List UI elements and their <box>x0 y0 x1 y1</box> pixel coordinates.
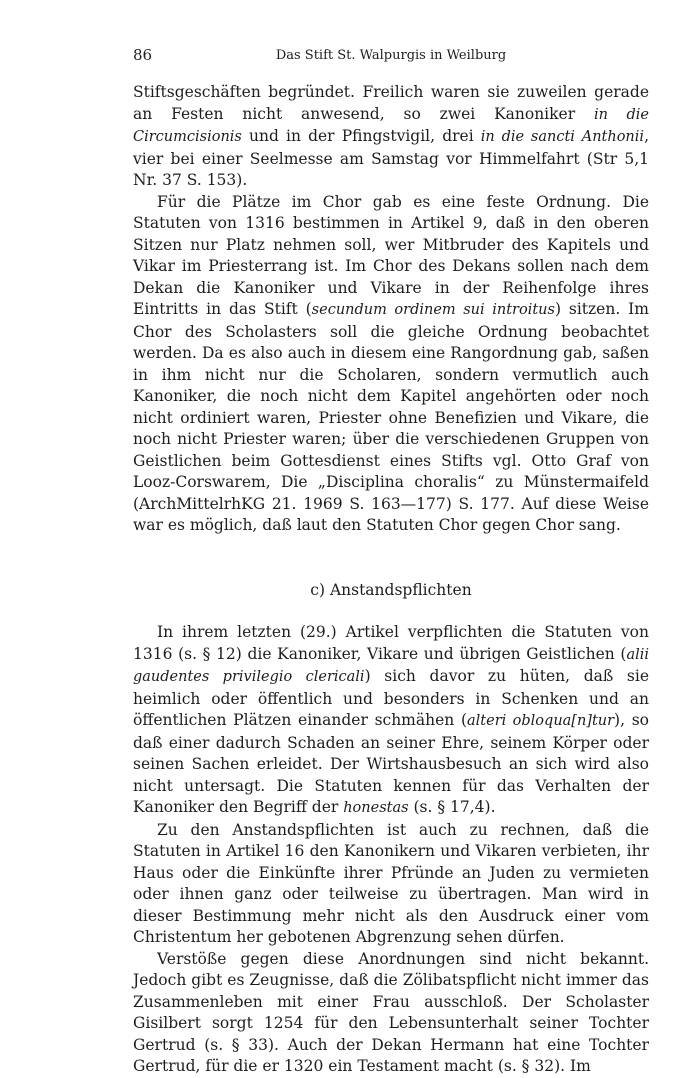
latin-phrase: secundum ordinem sui introitus <box>311 302 555 318</box>
text-run: (s. § 17,4). <box>408 798 496 816</box>
text-run: ) sich davor zu hüten, daß sie heimlich oder öffentlich und besonders in Schenken und an öffentlichen Plätzen einander schmähen ( <box>133 667 650 729</box>
paragraph-2 <box>133 192 649 537</box>
text-run: Zu den Anstandspflichten ist auch zu rechnen, daß die Statuten in Artikel 16 den Kanonikern und Vikaren verbieten, ihr Haus oder die Einkünfte ihrer Pfründe an Juden zu vermieten oder ihnen ganz oder teilweise zu übertragen. Man wird in dieser Bestimmung mehr nicht als den Ausdruck einer vom Christentum her gebotenen Abgrenzung sehen dürfen. <box>133 820 649 946</box>
paragraph-3 <box>133 622 649 820</box>
text-run: ) sitzen. Im Chor des Scholasters soll die gleiche Ordnung beobachtet werden. Da es also auch in diesem eine Rangordnung gab, saßen in ihm nicht nur die Scholaren, sondern vermutlich auch Kanoniker, die noch nicht dem Kapitel angehörten oder noch nicht ordiniert waren, Priester ohne Benefizien und Vikare, die noch nicht Priester waren; über die verschiedenen Gruppen von Geistlichen beim Gottesdienst eines Stifts vgl. Otto Graf von Looz-Corswarem, Die „Disciplina choralis“ zu Münstermaifeld (ArchMittelrhKG 21. 1969 S. 163—177) S. 177. Auf diese Weise war es möglich, daß laut den Statuten Chor gegen Chor sang. <box>133 300 649 534</box>
section-heading: c) Anstandspflichten <box>310 580 472 599</box>
text-run: und in der Pfingstvigil, drei <box>241 127 481 145</box>
body-text <box>133 82 649 1078</box>
latin-phrase: honestas <box>343 800 409 816</box>
paragraph-5 <box>133 949 649 1078</box>
text-run: In ihrem letzten (29.) Artikel verpflichten die Statuten von 1316 (s. § 12) die Kanoniker, Vikare und übrigen Geistlichen ( <box>133 623 649 663</box>
text-run: ), so daß einer dadurch Schaden an seiner Ehre, seinem Körper oder seinen Sachen erleidet. Der Wirtshausbesuch an sich wird also nicht untersagt. Die Statuten kennen für das Verhalten der Kanoniker den Begriff der <box>133 711 650 816</box>
latin-phrase: in die sancti Anthonii <box>480 129 645 145</box>
text-run: Für die Plätze im Chor gab es eine feste Ordnung. Die Statuten von 1316 bestimmen in Artikel 9, daß in den oberen Sitzen nur Platz nehmen soll, wer Mitbruder des Kapitels und Vikar im Priesterrang ist. Im Chor des Dekans sollen nach dem Dekan die Kanoniker und Vikare in der Reihenfolge ihres Eintritts in das Stift ( <box>133 192 649 318</box>
text-run: Verstöße gegen diese Anordnungen sind nicht bekannt. Jedoch gibt es Zeugnisse, daß die Zölibatspflicht nicht immer das Zusammenleben mit einer Frau ausschloß. Der Scholaster Gisilbert sorgt 1254 für den Lebensunterhalt seiner Tochter Gertrud (s. § 33). Auch der Dekan Hermann hat eine Tochter Gertrud, für die er 1320 ein Testament macht (s. § 32). Im <box>133 949 649 1075</box>
page-number: 86 <box>133 46 153 64</box>
page-header <box>133 46 649 70</box>
latin-phrase: in die Circumcisionis <box>133 106 649 145</box>
latin-phrase: alteri obloqua[n]tur <box>467 713 615 729</box>
text-run: , vier bei einer Seelmesse am Samstag vor Himmelfahrt (Str 5,1 Nr. 37 S. 153). <box>133 127 649 189</box>
latin-phrase: alii gaudentes privilegio clericali <box>133 646 649 685</box>
running-head: Das Stift St. Walpurgis in Weilburg <box>275 48 507 63</box>
text-run: Stiftsgeschäften begründet. Freilich waren sie zuweilen gerade an Festen nicht anwesend, so zwei Kanoniker <box>133 83 649 123</box>
paragraph-4 <box>133 820 649 949</box>
paragraph-1 <box>133 82 649 192</box>
